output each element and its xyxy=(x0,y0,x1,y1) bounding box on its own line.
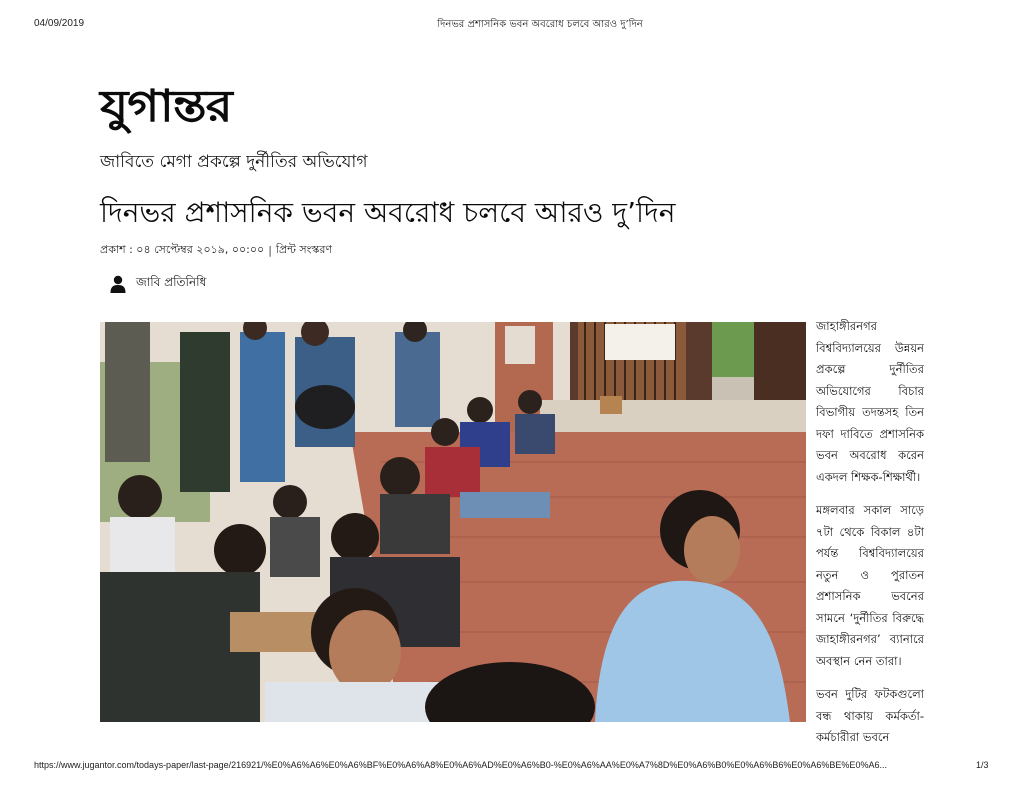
print-date: 04/09/2019 xyxy=(34,18,85,29)
article-body xyxy=(816,316,924,761)
print-page-number: 1/3 xyxy=(976,760,989,770)
print-page-title: দিনভর প্রশাসনিক ভবন অবরোধ চলবে আরও দু’দিন xyxy=(437,19,643,30)
article-photo xyxy=(100,322,806,722)
print-edition-link[interactable]: প্রিন্ট সংস্করণ xyxy=(275,243,333,256)
article-paragraph: জাহাঙ্গীরনগর বিশ্ববিদ্যালয়ের উন্নয়ন প্রকল্পে দুর্নীতির অভিযোগের বিচার বিভাগীয় তদন্তসহ তিন দফা দাবিতে প্রশাসনিক ভবন অবরোধ করেন একদল শিক্ষক-শিক্ষার্থী। xyxy=(816,319,924,484)
publish-info xyxy=(100,241,332,260)
publish-separator: | xyxy=(268,244,272,257)
publish-date: প্রকাশ : ০৪ সেপ্টেম্বর ২০১৯, ০০:০০ xyxy=(100,243,265,256)
logo-wordmark: যুগান্তর xyxy=(100,81,232,132)
article-headline: দিনভর প্রশাসনিক ভবন অবরোধ চলবে আরও দু’দিন xyxy=(100,196,676,229)
author-byline xyxy=(110,274,206,294)
article-paragraph: মঙ্গলবার সকাল সাড়ে ৭টা থেকে বিকাল ৪টা পর্যন্ত বিশ্ববিদ্যালয়ের নতুন ও পুরাতন প্রশাসনিক ভবনের সামনে ‘দুর্নীতির বিরুদ্ধে জাহাঙ্গীরনগর’ ব্যানারে অবস্থান নেন তারা। xyxy=(816,503,924,668)
article-paragraph: ভবন দুটির ফটকগুলো বন্ধ থাকায় কর্মকর্তা-কর্মচারীরা ভবনে xyxy=(816,687,924,744)
article-kicker: জাবিতে মেগা প্রকল্পে দুর্নীতির অভিযোগ xyxy=(100,152,368,172)
print-footer-url[interactable]: https://www.jugantor.com/todays-paper/last-page/216921/%E0%A6%A6%E0%A6%BF%E0%A6%A8%E0%A6%AD%E0%A6%B0-%E0%A6%AA%E0%A7%8D%E0%A6%B0%E0%A6%B6%E0%A6%BE%E0%A6... xyxy=(34,760,887,770)
author-name: জাবি প্রতিনিধি xyxy=(136,275,207,289)
jugantor-logo[interactable] xyxy=(100,78,362,136)
user-icon xyxy=(110,275,126,293)
